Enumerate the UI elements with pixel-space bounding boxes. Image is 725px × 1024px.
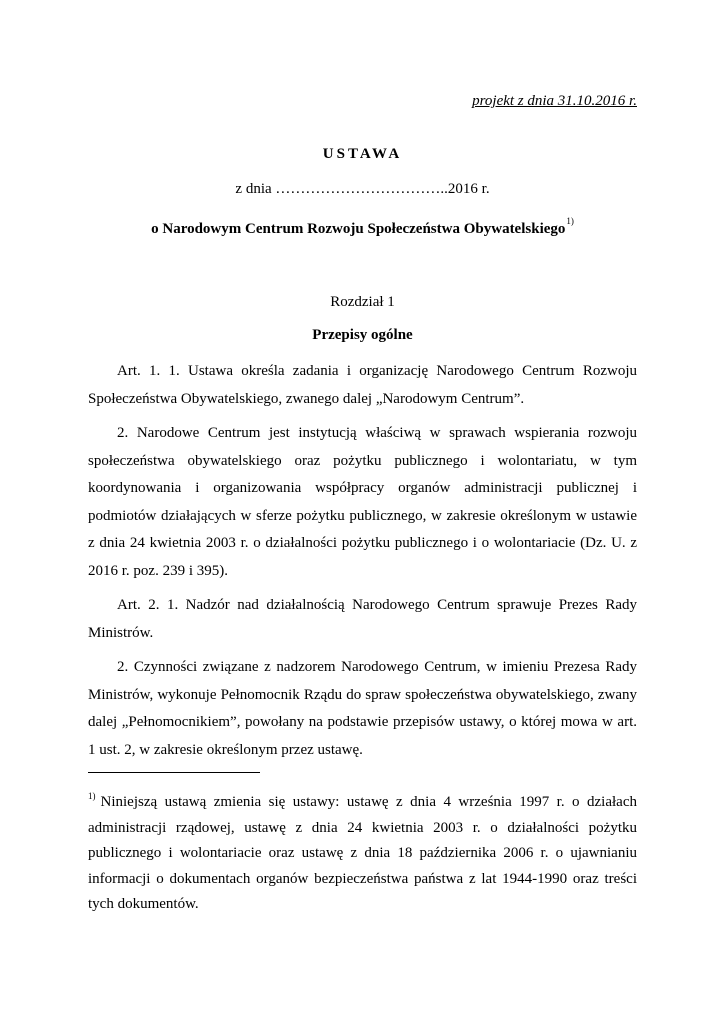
paragraph-art2-2: 2. Czynności związane z nadzorem Narodowego Centrum, w imieniu Prezesa Rady Ministrów, wykonuje Pełnomocnik Rządu do spraw społeczeństwa obywatelskiego, zwany dalej „Pełnomocnikiem”, powołany na podstawie przepisów ustawy, o której mowa w art. 1 ust. 2, w zakresie określonym przez ustawę. — [88, 659, 637, 758]
subject-text: o Narodowym Centrum Rozwoju Społeczeństwa Obywatelskiego — [151, 221, 566, 237]
date-line: z dnia ……………………………..2016 r. — [235, 181, 490, 197]
footnote-text: Niniejszą ustawą zmienia się ustawy: ustawę z dnia 4 września 1997 r. o działach administracji rządowej, ustawę z dnia 24 kwietnia 2003 r. o działalności pożytku publicznego i wolontariacie oraz ustawę z dnia 18 października 2006 r. o ujawnianiu informacji o dokumentach organów bezpieczeństwa państwa z lat 1944-1990 oraz treści tych dokumentów. — [88, 794, 637, 912]
paragraph-art1-2: 2. Narodowe Centrum jest instytucją właściwą w sprawach wspierania rozwoju społeczeństwa obywatelskiego oraz pożytku publicznego i wolontariatu, w tym koordynowania i organizowania współpracy organów administracji publicznej i podmiotów działających w sferze pożytku publicznego, w zakresie określonym w ustawie z dnia 24 kwietnia 2003 r. o działalności pożytku publicznego i o wolontariacie (Dz. U. z 2016 r. poz. 239 i 395). — [88, 425, 637, 579]
paragraph-art2-1: Art. 2. 1. Nadzór nad działalnością Narodowego Centrum sprawuje Prezes Rady Ministrów. — [88, 597, 637, 641]
footnote-divider — [88, 772, 260, 773]
subject-footnote-marker[interactable]: 1) — [566, 216, 574, 226]
chapter-heading: Rozdział 1 — [330, 294, 395, 310]
paragraph-art1-1: Art. 1. 1. Ustawa określa zadania i organizację Narodowego Centrum Rozwoju Społeczeństwa Obywatelskiego, zwanego dalej „Narodowym Centrum”. — [88, 363, 637, 407]
draft-note: projekt z dnia 31.10.2016 r. — [472, 93, 637, 109]
document-subject — [88, 216, 637, 238]
document-body — [88, 358, 637, 771]
footnote — [88, 784, 637, 918]
section-title: Przepisy ogólne — [312, 327, 413, 343]
footnote-marker: 1) — [88, 791, 96, 801]
document-title: USTAWA — [322, 146, 403, 162]
